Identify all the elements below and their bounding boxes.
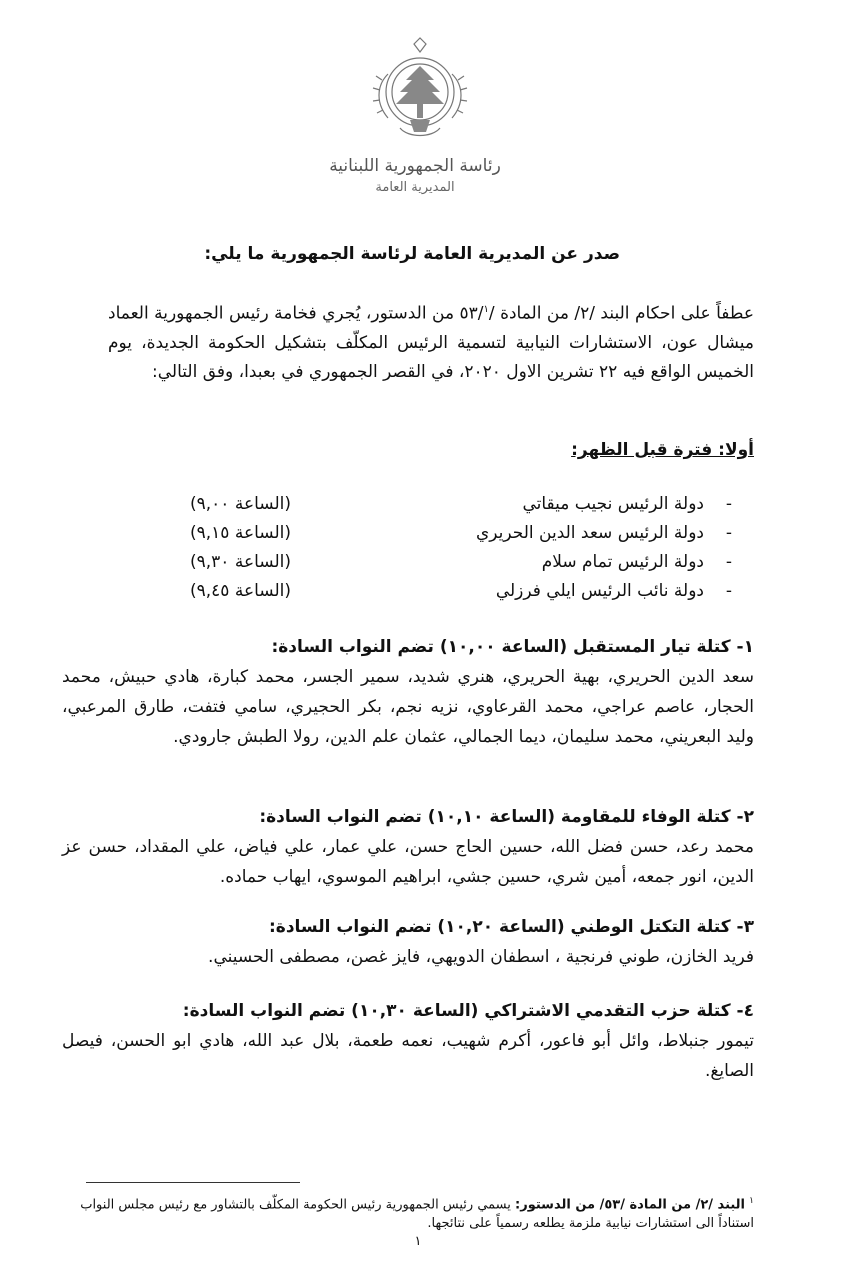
- schedule-name: دولة نائب الرئيس ايلي فرزلي: [495, 581, 704, 601]
- bloc-members: فريد الخازن، طوني فرنجية ، اسطفان الدويهي، فايز غصن، مصطفى الحسيني.: [208, 947, 754, 967]
- footnote-ref-marker[interactable]: ١: [483, 304, 489, 315]
- bloc-heading: ٣- كتلة التكتل الوطني (الساعة ١٠,٢٠) تضم النواب السادة:: [268, 917, 754, 937]
- bloc-mustaqbal: [62, 632, 754, 752]
- section-heading: أولا: فترة قبل الظهر:: [571, 440, 754, 460]
- schedule-dash: -: [725, 552, 732, 572]
- bloc-heading: ١- كتلة تيار المستقبل (الساعة ١٠,٠٠) تضم النواب السادة:: [271, 637, 754, 657]
- schedule-item: [190, 494, 732, 523]
- schedule-time: (الساعة ٩,١٥): [190, 523, 291, 543]
- bloc-wafaa: [62, 802, 754, 892]
- footnote-text: يسمي رئيس الجمهورية رئيس الحكومة المكلّف بالتشاور مع رئيس مجلس النواب استناداً الى استشارات نيابية ملزمة يطلعه رسمياً على نتائجها.: [80, 1197, 754, 1232]
- schedule-time: (الساعة ٩,٣٠): [190, 552, 291, 572]
- schedule-name: دولة الرئيس نجيب ميقاتي: [522, 494, 704, 514]
- intro-paragraph: [108, 295, 754, 387]
- header-directorate-name: المديرية العامة: [375, 180, 455, 195]
- footnote-label: البند /٢/ من المادة /٥٣/ من الدستور:: [515, 1197, 746, 1213]
- schedule-list: [190, 494, 732, 610]
- schedule-time: (الساعة ٩,٤٥): [190, 581, 291, 601]
- schedule-item: [190, 523, 732, 552]
- schedule-item: [190, 552, 732, 581]
- schedule-name: دولة الرئيس تمام سلام: [541, 552, 704, 572]
- page-number: ١: [414, 1234, 422, 1249]
- intro-text-start: عطفاً على احكام البند /٢/ من المادة /٥٣/: [459, 303, 754, 324]
- bloc-members: سعد الدين الحريري، بهية الحريري، هنري شديد، سمير الجسر، محمد كبارة، هادي حبيش، محمد الحجار، عاصم عراجي، محمد القرعاوي، نزيه نجم، بكر الحجيري، سامي فتفت، طارق المرعبي، وليد البعريني، محمد سليمان، ديما الجمالي، عثمان علم الدين، رولا الطبش جارودي.: [62, 667, 754, 747]
- lebanese-presidency-emblem-icon: [360, 34, 480, 154]
- schedule-name: دولة الرئيس سعد الدين الحريري: [475, 523, 704, 543]
- schedule-dash: -: [725, 523, 732, 543]
- schedule-item: [190, 581, 732, 610]
- footnote-divider: [86, 1182, 300, 1183]
- header-organization-name: رئاسة الجمهورية اللبنانية: [329, 156, 501, 176]
- bloc-heading: ٢- كتلة الوفاء للمقاومة (الساعة ١٠,١٠) تضم النواب السادة:: [259, 807, 754, 827]
- bloc-members: تيمور جنبلاط، وائل أبو فاعور، أكرم شهيب، نعمه طعمة، بلال عبد الله، هادي ابو الحسن، فيصل الصايغ.: [62, 1031, 754, 1081]
- schedule-dash: -: [725, 494, 732, 514]
- bloc-watani: [62, 912, 754, 972]
- schedule-dash: -: [725, 581, 732, 601]
- intro-text-rest: من الدستور، يُجري فخامة رئيس الجمهورية العماد ميشال عون، الاستشارات النيابية لتسمية الرئيس المكلّف بتشكيل الحكومة الجديدة، يوم الخميس الواقع فيه ٢٢ تشرين الاول ٢٠٢٠، في القصر الجمهوري في بعبدا، وفق التالي:: [108, 303, 754, 382]
- bloc-ishtiraki: [62, 996, 754, 1086]
- bloc-members: محمد رعد، حسن فضل الله، حسين الحاج حسن، علي عمار، علي فياض، علي المقداد، حسن عز الدين، انور جمعه، أمين شري، حسين جشي، ابراهيم الموسوي، ايهاب حماده.: [62, 837, 754, 887]
- bloc-heading: ٤- كتلة حزب التقدمي الاشتراكي (الساعة ١٠,٣٠) تضم النواب السادة:: [182, 1001, 754, 1021]
- schedule-time: (الساعة ٩,٠٠): [190, 494, 291, 514]
- footnote-number: ١: [749, 1196, 754, 1206]
- footnote: [78, 1192, 754, 1233]
- document-title: صدر عن المديرية العامة لرئاسة الجمهورية ما يلي:: [204, 244, 620, 264]
